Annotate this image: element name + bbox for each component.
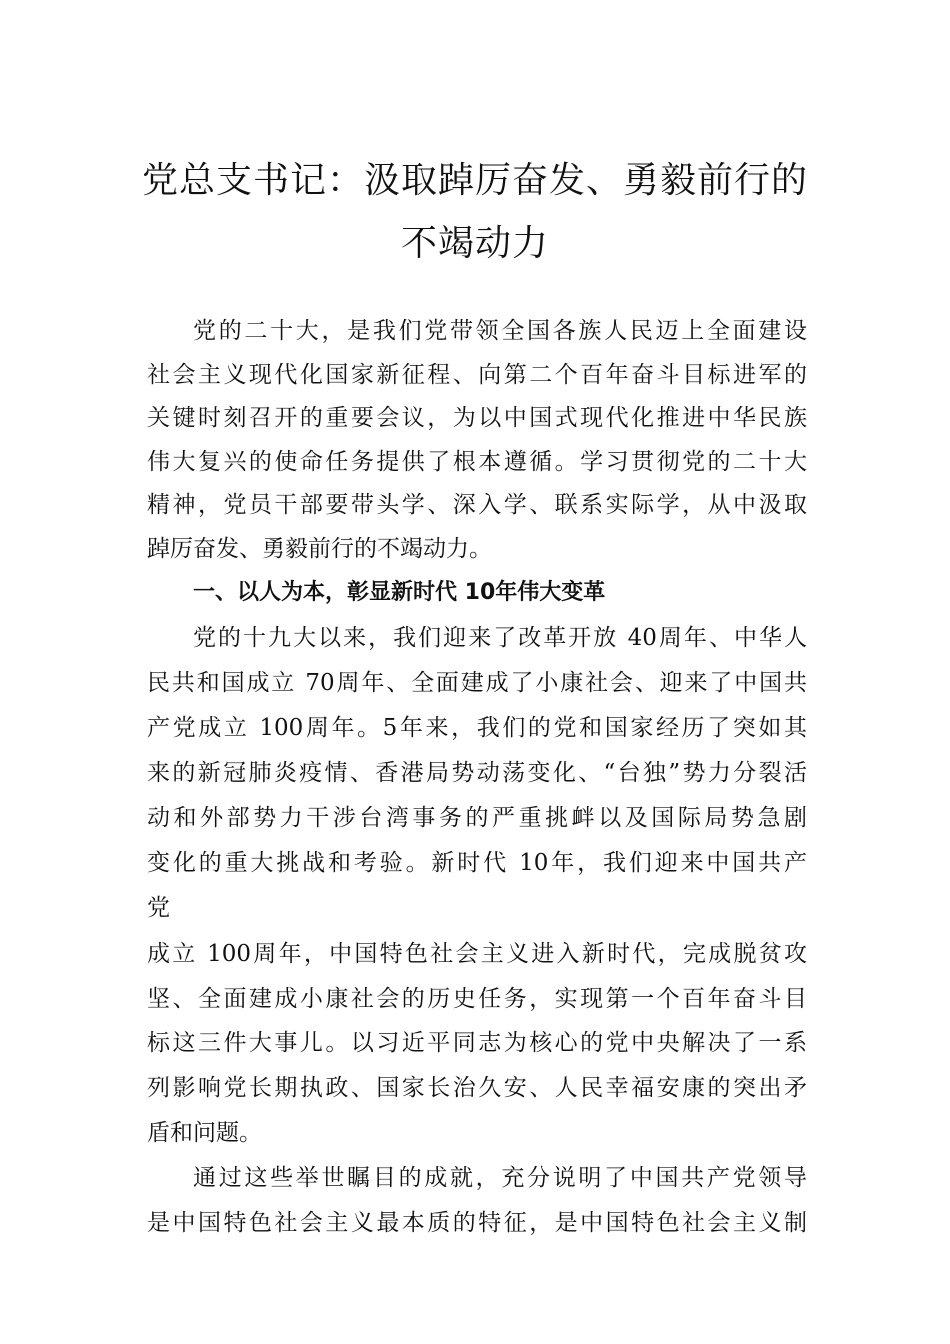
paragraph-line: 踔厉奋发、勇毅前行的不竭动力。 [147, 536, 492, 562]
section-heading: 一、以人为本，彰显新时代 10年伟大变革 [193, 580, 606, 605]
paragraph-line: 党的十九大以来，我们迎来了改革开放 40周年、中华人 [193, 625, 807, 651]
paragraph-line: 关键时刻召开的重要会议，为以中国式现代化推进中华民族 [147, 405, 807, 431]
paragraph-line: 成立 100周年，中国特色社会主义进入新时代，完成脱贫攻 [147, 941, 807, 967]
paragraph-line: 变化的重大挑战和考验。新时代 10年，我们迎来中国共产 [147, 850, 807, 876]
paragraph-line: 标这三件大事儿。以习近平同志为核心的党中央解决了一系 [147, 1030, 807, 1056]
paragraph-line: 通过这些举世瞩目的成就，充分说明了中国共产党领导 [193, 1165, 807, 1191]
paragraph-line: 来的新冠肺炎疫情、香港局势动荡变化、“台独”势力分裂活 [147, 760, 807, 786]
paragraph-line: 精神，党员干部要带头学、深入学、联系实际学，从中汲取 [147, 492, 807, 518]
paragraph-line: 动和外部势力干涉台湾事务的严重挑衅以及国际局势急剧 [147, 805, 807, 831]
paragraph-line: 社会主义现代化国家新征程、向第二个百年奋斗目标进军的 [147, 362, 807, 388]
paragraph-line: 产党成立 100周年。5年来，我们的党和国家经历了突如其 [147, 715, 807, 741]
paragraph-line: 民共和国成立 70周年、全面建成了小康社会、迎来了中国共 [147, 670, 807, 696]
paragraph-line: 党 [147, 895, 170, 921]
document-title-line-2: 不竭动力 [400, 223, 549, 264]
paragraph-line: 坚、全面建成小康社会的历史任务，实现第一个百年奋斗目 [147, 986, 807, 1012]
paragraph-line: 党的二十大，是我们党带领全国各族人民迈上全面建设 [193, 318, 807, 344]
paragraph-line: 是中国特色社会主义最本质的特征，是中国特色社会主义制 [147, 1210, 807, 1236]
paragraph-line: 伟大复兴的使命任务提供了根本遵循。学习贯彻党的二十大 [147, 449, 807, 475]
document-title-line-1: 党总支书记：汲取踔厉奋发、勇毅前行的 [141, 160, 808, 201]
paragraph-line: 盾和问题。 [147, 1120, 262, 1146]
paragraph-line: 列影响党长期执政、国家长治久安、人民幸福安康的突出矛 [147, 1075, 807, 1101]
